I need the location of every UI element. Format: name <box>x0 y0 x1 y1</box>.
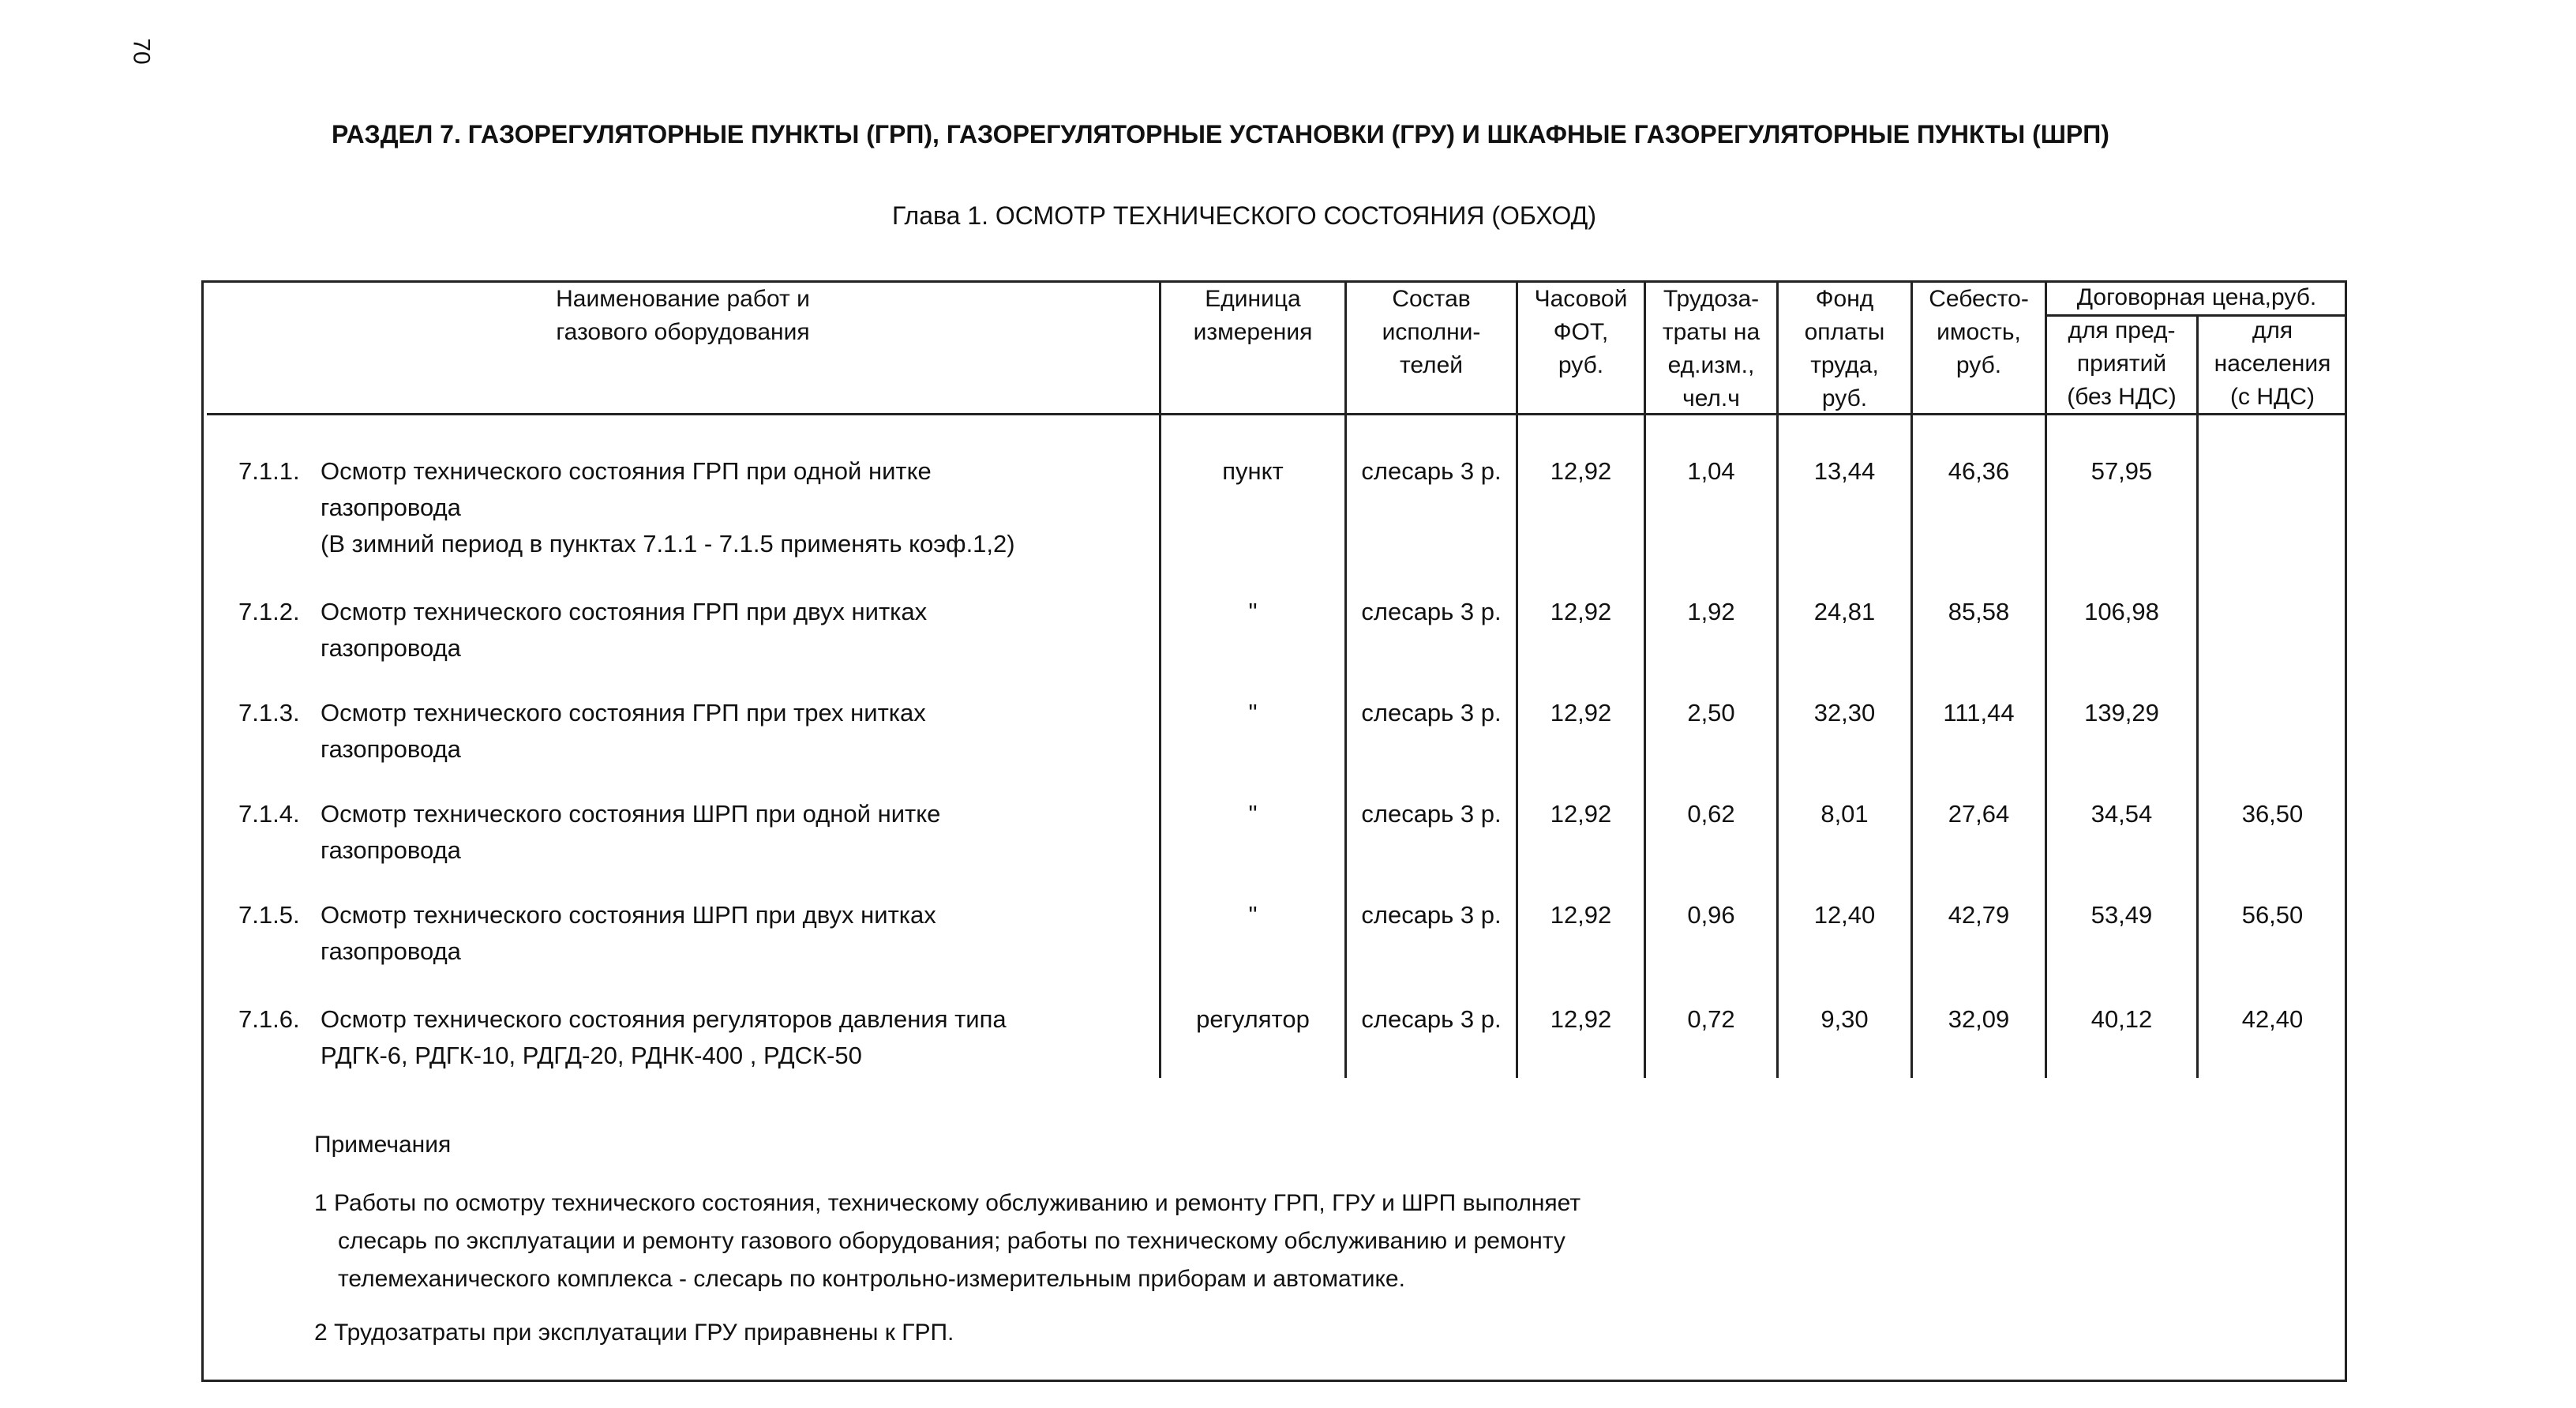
row-rate: 12,92 <box>1550 598 1612 625</box>
section-title: РАЗДЕЛ 7. ГАЗОРЕГУЛЯТОРНЫЕ ПУНКТЫ (ГРП), ГАЗОРЕГУЛЯТОРНЫЕ УСТАНОВКИ (ГРУ) И ШКАФНЫЕ ГАЗОРЕГУЛЯТОРНЫЕ ПУНКТЫ (ШРП) <box>332 120 2109 148</box>
row-labor: 1,04 <box>1687 457 1735 485</box>
row-staff: слесарь 3 р. <box>1361 1005 1502 1033</box>
row-enterprise: 53,49 <box>2090 901 2153 929</box>
row-fund: 13,44 <box>1813 457 1876 485</box>
row-staff: слесарь 3 р. <box>1361 457 1502 485</box>
note-2: 2 Трудозатраты при эксплуатации ГРУ приравнены к ГРП. <box>314 1320 954 1346</box>
row-unit: регулятор <box>1196 1005 1310 1033</box>
row-name: 7.1.3. Осмотр технического состояния ГРП при трех нитках газопровода <box>238 699 926 763</box>
row-fund: 32,30 <box>1813 699 1876 727</box>
col-line-staff <box>1344 280 1347 1078</box>
row-staff: слесарь 3 р. <box>1361 598 1502 625</box>
row-unit: " <box>1248 800 1258 828</box>
row-enterprise: 34,54 <box>2090 800 2153 828</box>
row-staff: слесарь 3 р. <box>1361 699 1502 727</box>
row-rate: 12,92 <box>1550 457 1612 485</box>
header-unit: Единица измерения <box>1193 286 1313 345</box>
row-labor: 0,72 <box>1687 1005 1735 1033</box>
header-enterprise: для пред- приятий (без НДС) <box>2067 317 2177 410</box>
row-name: 7.1.6. Осмотр технического состояния регуляторов давления типа РДГК-6, РДГК-10, РДГД-20, РДНК-400 , РДСК-50 <box>238 1005 1007 1069</box>
row-rate: 12,92 <box>1550 699 1612 727</box>
header-contract: Договорная цена,руб. <box>2076 284 2317 310</box>
row-unit: " <box>1248 699 1258 727</box>
row-cost: 27,64 <box>1948 800 2010 828</box>
row-cost: 42,79 <box>1948 901 2010 929</box>
row-name: 7.1.5. Осмотр технического состояния ШРП при двух нитках газопровода <box>238 901 936 965</box>
note-1: 1 Работы по осмотру технического состояния, техническому обслуживанию и ремонту ГРП, ГРУ и ШРП выполняет слесарь по эксплуатации и ремонту газового оборудования; работы по техническому обслуживанию и ремонту телемеханического комплекса - слесарь по контрольно-измерительным приборам и автоматике. <box>314 1190 1581 1292</box>
row-staff: слесарь 3 р. <box>1361 901 1502 929</box>
row-cost: 85,58 <box>1948 598 2010 625</box>
row-cost: 111,44 <box>1943 699 2015 727</box>
row-staff: слесарь 3 р. <box>1361 800 1502 828</box>
row-rate: 12,92 <box>1550 800 1612 828</box>
header-labor: Трудоза- траты на ед.изм., чел.ч <box>1662 286 1760 411</box>
row-labor: 0,96 <box>1687 901 1735 929</box>
row-fund: 12,40 <box>1813 901 1876 929</box>
row-cost: 46,36 <box>1948 457 2010 485</box>
header-divider <box>207 413 2346 415</box>
row-fund: 9,30 <box>1820 1005 1869 1033</box>
row-enterprise: 139,29 <box>2084 699 2159 727</box>
row-population: 42,40 <box>2241 1005 2304 1033</box>
row-rate: 12,92 <box>1550 1005 1612 1033</box>
col-line-cost <box>1910 280 1913 1078</box>
row-enterprise: 57,95 <box>2090 457 2153 485</box>
row-fund: 24,81 <box>1813 598 1876 625</box>
header-name: Наименование работ и газового оборудования <box>556 286 810 345</box>
row-unit: " <box>1248 901 1258 929</box>
row-unit: пункт <box>1222 457 1284 485</box>
header-staff: Состав исполни- телей <box>1382 286 1481 378</box>
header-rate: Часовой ФОТ, руб. <box>1534 286 1628 378</box>
chapter-title: Глава 1. ОСМОТР ТЕХНИЧЕСКОГО СОСТОЯНИЯ (ОБХОД) <box>892 201 1596 230</box>
row-labor: 0,62 <box>1687 800 1735 828</box>
header-fund: Фонд оплаты труда, руб. <box>1804 286 1885 411</box>
row-name: 7.1.2. Осмотр технического состояния ГРП при двух нитках газопровода <box>238 598 928 662</box>
row-population: 36,50 <box>2241 800 2304 828</box>
row-fund: 8,01 <box>1820 800 1869 828</box>
row-enterprise: 40,12 <box>2090 1005 2153 1033</box>
row-population: 56,50 <box>2241 901 2304 929</box>
row-unit: " <box>1248 598 1258 625</box>
row-name: 7.1.4. Осмотр технического состояния ШРП при одной нитке газопровода <box>238 800 941 864</box>
col-line-unit <box>1159 280 1161 1078</box>
row-enterprise: 106,98 <box>2084 598 2159 625</box>
row-cost: 32,09 <box>1948 1005 2010 1033</box>
header-population: для населения (с НДС) <box>2214 317 2331 410</box>
col-line-rate <box>1516 280 1518 1078</box>
row-labor: 2,50 <box>1687 699 1735 727</box>
row-rate: 12,92 <box>1550 901 1612 929</box>
notes-title: Примечания <box>314 1132 452 1158</box>
row-name: 7.1.1. Осмотр технического состояния ГРП при одной нитке газопровода (В зимний период в пунктах 7.1.1 - 7.1.5 применять коэф.1,2) <box>238 457 1015 558</box>
header-cost: Себесто- имость, руб. <box>1929 286 2029 378</box>
col-line-population <box>2196 316 2199 1078</box>
row-labor: 1,92 <box>1687 598 1735 625</box>
page-number: 70 <box>128 38 155 65</box>
